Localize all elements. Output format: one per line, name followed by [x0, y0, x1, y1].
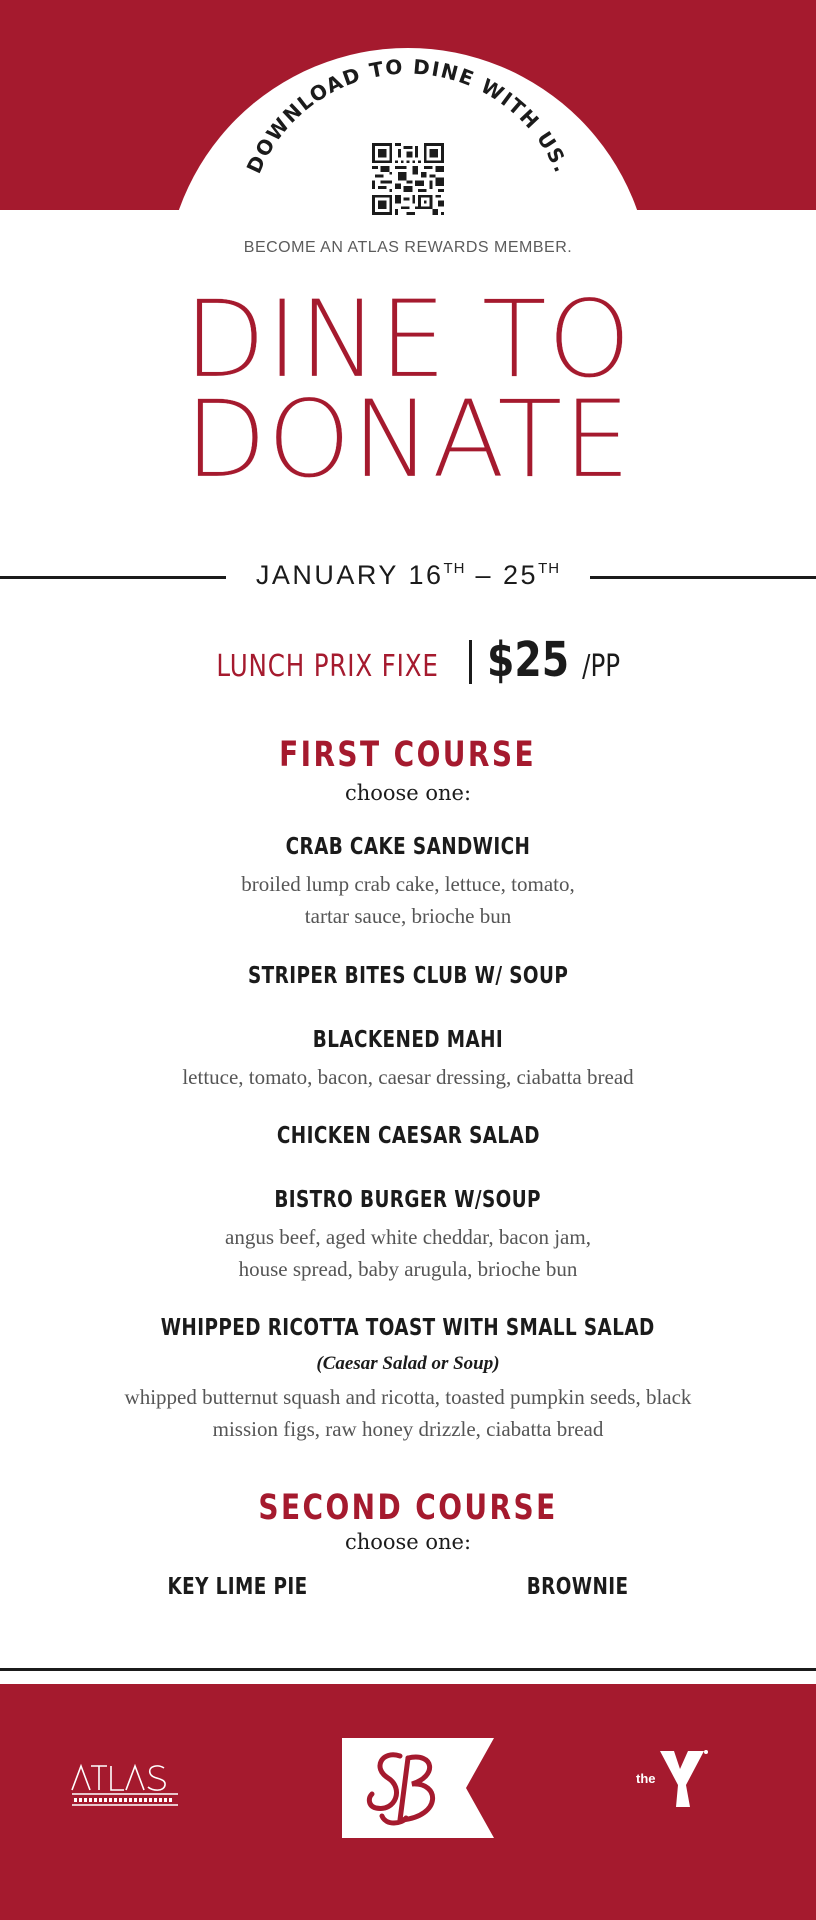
dessert-item-key-lime-pie — [88, 1574, 388, 1600]
prix-fixe-price: $25 — [486, 632, 570, 688]
blackened-mahi-name: BLACKENED MAHI — [312, 1027, 504, 1053]
second-course-subtitle: choose one: — [344, 1530, 472, 1554]
menu-item-note: (Caesar Salad or Soup) — [316, 1353, 500, 1374]
menu-item-name — [0, 1187, 816, 1213]
first-course-subtitle: choose one: — [344, 781, 472, 805]
start-date-suffix: TH — [443, 560, 466, 577]
menu-item-name — [0, 1027, 816, 1053]
second-course-title — [0, 1488, 816, 1528]
blackened-mahi-desc: lettuce, tomato, bacon, caesar dressing, ciabatta bread — [182, 1065, 634, 1089]
menu-item-description — [60, 1381, 756, 1445]
first-course-title — [0, 735, 816, 775]
dessert-item-brownie — [428, 1574, 728, 1600]
date-divider-right — [590, 576, 816, 579]
first-course-title-text: FIRST COURSE — [279, 735, 537, 775]
arch-download-text: DOWNLOAD TO DINE WITH US. — [241, 54, 575, 177]
menu-item-name — [0, 1123, 816, 1149]
prix-fixe-label: LUNCH PRIX FIXE — [216, 649, 439, 684]
second-course-title-text: SECOND COURSE — [258, 1488, 558, 1528]
menu-item-name — [0, 963, 816, 989]
end-date: 25 — [503, 560, 539, 590]
crab-cake-desc-line-2: tartar sauce, brioche bun — [304, 904, 512, 928]
key-lime-pie-name: KEY LIME PIE — [167, 1574, 309, 1600]
hero-line-2: DONATE — [184, 378, 632, 501]
atlas-restaurant-group-logo — [70, 1760, 180, 1810]
hero-title — [0, 278, 816, 501]
menu-item-description — [60, 1061, 756, 1093]
sb-flag-logo — [342, 1738, 494, 1838]
bistro-burger-desc-line-2: house spread, baby arugula, brioche bun — [238, 1257, 578, 1281]
striper-bites-club-name: STRIPER BITES CLUB W/ SOUP — [247, 963, 569, 989]
end-date-suffix: TH — [538, 560, 561, 577]
prix-fixe-heading — [0, 632, 816, 688]
whipped-ricotta-toast-name: WHIPPED RICOTTA TOAST WITH SMALL SALAD — [161, 1315, 655, 1341]
event-dates — [226, 560, 590, 591]
ricotta-toast-desc-line-1: whipped butternut squash and ricotta, toasted pumpkin seeds, black — [124, 1385, 692, 1409]
menu-item-description — [60, 868, 756, 932]
menu-item-name — [0, 1315, 816, 1341]
bistro-burger-name: BISTRO BURGER W/SOUP — [274, 1187, 542, 1213]
prix-fixe-unit: /PP — [582, 649, 621, 684]
footer-divider — [0, 1668, 816, 1671]
arch-text — [0, 0, 816, 260]
menu-item-description — [60, 1221, 756, 1285]
rewards-member-text: BECOME AN ATLAS REWARDS MEMBER. — [243, 239, 573, 256]
crab-cake-sandwich-name: CRAB CAKE SANDWICH — [285, 834, 531, 860]
ricotta-toast-desc-line-2: mission figs, raw honey drizzle, ciabatta bread — [212, 1417, 604, 1441]
crab-cake-desc-line-1: broiled lump crab cake, lettuce, tomato, — [241, 872, 575, 896]
prix-fixe-separator — [469, 640, 472, 684]
start-date: JANUARY 16 — [255, 560, 444, 590]
bistro-burger-desc-line-1: angus beef, aged white cheddar, bacon jam, — [225, 1225, 591, 1249]
date-dash: – — [465, 560, 504, 590]
date-divider-left — [0, 576, 226, 579]
svg-text:the: the — [636, 1771, 656, 1786]
brownie-name: BROWNIE — [527, 1574, 629, 1600]
date-banner — [0, 560, 816, 594]
chicken-caesar-salad-name: CHICKEN CAESAR SALAD — [276, 1123, 540, 1149]
ymca-logo — [634, 1745, 714, 1810]
menu-item-name — [0, 834, 816, 860]
hero-line-1: DINE TO — [183, 278, 633, 401]
qr-code-icon[interactable] — [372, 143, 444, 215]
